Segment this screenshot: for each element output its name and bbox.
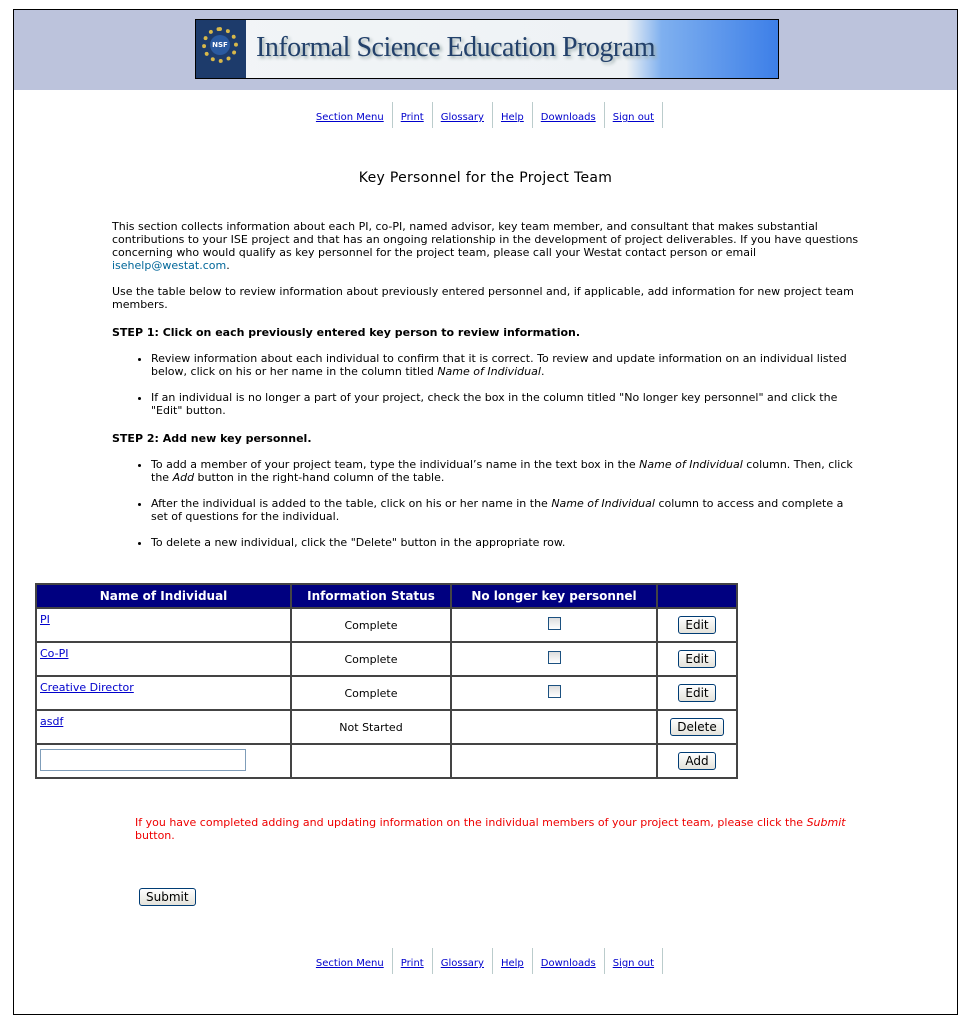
- step2-heading: STEP 2: Add new key personnel.: [112, 432, 312, 445]
- nav-print[interactable]: Print: [393, 102, 433, 128]
- email-link[interactable]: isehelp@westat.com: [112, 259, 227, 272]
- nav-help[interactable]: Help: [493, 102, 533, 128]
- edit-button[interactable]: Edit: [678, 684, 715, 702]
- header: [14, 10, 957, 90]
- edit-button[interactable]: Edit: [678, 650, 715, 668]
- step1-bullet: • If an individual is no longer a part of your project, check the box in the column titled "No longer key personnel" and click the "Edit" button.: [151, 391, 859, 417]
- nav-print[interactable]: Print: [393, 948, 433, 974]
- submit-button[interactable]: Submit: [139, 888, 196, 906]
- status: Complete: [291, 608, 451, 642]
- nav-downloads[interactable]: Downloads: [533, 948, 605, 974]
- table-row: [36, 608, 737, 642]
- nav-glossary[interactable]: Glossary: [433, 948, 493, 974]
- col-status: Information Status: [291, 584, 451, 608]
- person-link[interactable]: PI: [40, 613, 50, 626]
- step2-bullet: • After the individual is added to the table, click on his or her name in the Name of Individual column to access and complete a set of questions for the individual.: [151, 497, 859, 523]
- nav-downloads[interactable]: Downloads: [533, 102, 605, 128]
- col-no-longer: No longer key personnel: [451, 584, 657, 608]
- add-button[interactable]: Add: [678, 752, 715, 770]
- banner-title: Informal Science Education Program: [256, 32, 655, 63]
- person-link[interactable]: Creative Director: [40, 681, 134, 694]
- page: [13, 9, 958, 1015]
- step1-heading: STEP 1: Click on each previously entered key person to review information.: [112, 326, 581, 339]
- edit-button[interactable]: Edit: [678, 616, 715, 634]
- status: Complete: [291, 642, 451, 676]
- top-nav: [14, 102, 957, 128]
- status: Complete: [291, 676, 451, 710]
- submit-notice: If you have completed adding and updating information on the individual members of your project team, please click the Submit button.: [135, 816, 846, 842]
- table-row: [36, 710, 737, 744]
- nav-glossary[interactable]: Glossary: [433, 102, 493, 128]
- table-row: [36, 744, 737, 778]
- bottom-nav: [14, 948, 957, 974]
- banner: [195, 19, 779, 79]
- step2-bullet: • To delete a new individual, click the "Delete" button in the appropriate row.: [151, 536, 859, 549]
- no-longer-checkbox[interactable]: [548, 685, 561, 698]
- nav-section-menu[interactable]: Section Menu: [308, 948, 393, 974]
- use-table-text: Use the table below to review information about previously entered personnel and, if applicable, add information for new project team members.: [112, 285, 854, 311]
- intro-text: This section collects information about each PI, co-PI, named advisor, key team member, and consultant that makes substantial contributions to your ISE project and that has an ongoing relationship in the development of project deliverables. If you have questions concerning who would qualify as key personnel for the project team, please call your Westat contact person or email isehelp@westat.com.: [112, 220, 859, 272]
- col-action: [657, 584, 737, 608]
- nav-sign-out[interactable]: Sign out: [605, 102, 663, 128]
- no-longer-checkbox[interactable]: [548, 651, 561, 664]
- nsf-logo: NSF: [196, 20, 246, 78]
- nav-sign-out[interactable]: Sign out: [605, 948, 663, 974]
- person-link[interactable]: asdf: [40, 715, 64, 728]
- status: Not Started: [291, 710, 451, 744]
- table-row: [36, 676, 737, 710]
- table-row: [36, 642, 737, 676]
- step1-bullet: • Review information about each individual to confirm that it is correct. To review and update information on an individual listed below, click on his or her name in the column titled Name of Individual.: [151, 352, 859, 378]
- delete-button[interactable]: Delete: [670, 718, 723, 736]
- step2-bullet: • To add a member of your project team, type the individual’s name in the text box in the Name of Individual column. Then, click the Add button in the right-hand column of the table.: [151, 458, 859, 484]
- new-person-input[interactable]: [40, 749, 246, 771]
- no-longer-checkbox[interactable]: [548, 617, 561, 630]
- personnel-table: [35, 583, 738, 779]
- nav-section-menu[interactable]: Section Menu: [308, 102, 393, 128]
- nav-help[interactable]: Help: [493, 948, 533, 974]
- page-title: Key Personnel for the Project Team: [358, 170, 613, 186]
- col-name: Name of Individual: [36, 584, 291, 608]
- person-link[interactable]: Co-PI: [40, 647, 69, 660]
